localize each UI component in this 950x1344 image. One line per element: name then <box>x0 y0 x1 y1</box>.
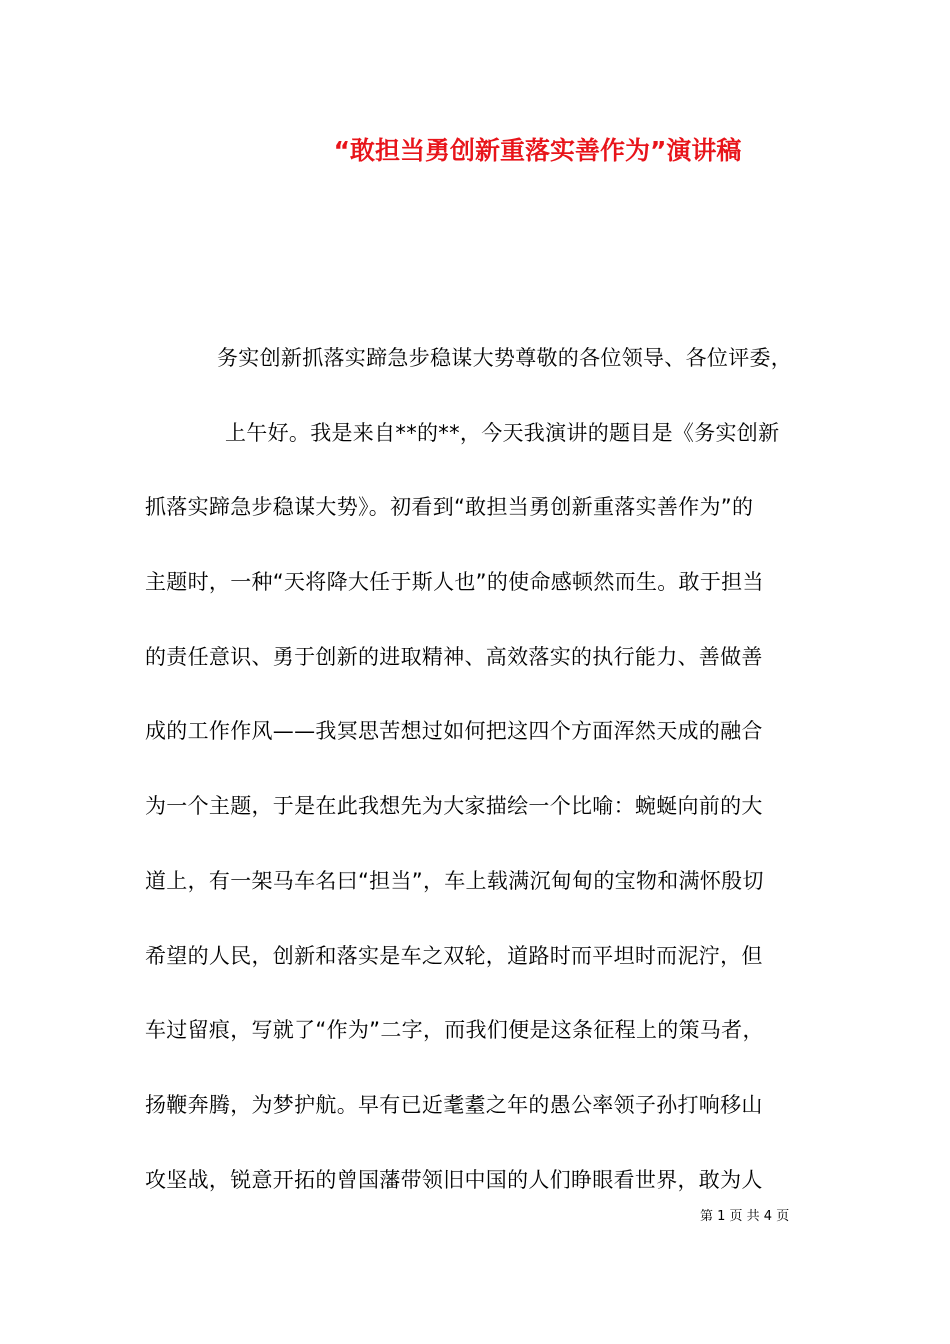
paragraph-line: 道上，有一架马车名曰“担当”，车上载满沉甸甸的宝物和满怀殷切 <box>145 868 764 893</box>
paragraph-line: 车过留痕，写就了“作为”二字，而我们便是这条征程上的策马者， <box>145 1018 764 1043</box>
paragraph-line: 攻坚战，锐意开拓的曾国藩带领旧中国的人们睁眼看世界，敢为人 <box>145 1167 763 1192</box>
paragraph-line: 扬鞭奔腾，为梦护航。早有已近耄耋之年的愚公率领子孙打响移山 <box>145 1092 763 1117</box>
paragraph-line: 主题时，一种“天将降大任于斯人也”的使命感顿然而生。敢于担当 <box>145 570 764 595</box>
paragraph-line: 上午好。我是来自**的**，今天我演讲的题目是《务实创新 <box>225 420 780 445</box>
paragraph-line: 希望的人民，创新和落实是车之双轮，道路时而平坦时而泥泞，但 <box>145 943 763 968</box>
page-footer: 第 1 页 共 4 页 <box>700 1209 790 1224</box>
document-body <box>145 336 815 1232</box>
paragraph-line: 抓落实蹄急步稳谋大势》。初看到“敢担当勇创新重落实善作为”的 <box>145 495 754 520</box>
paragraph-line: 的责任意识、勇于创新的进取精神、高效落实的执行能力、善做善 <box>145 644 763 669</box>
paragraph-line: 为一个主题，于是在此我想先为大家描绘一个比喻：蜿蜒向前的大 <box>145 794 763 819</box>
paragraph-line: 务实创新抓落实蹄急步稳谋大势尊敬的各位领导、各位评委， <box>217 346 793 370</box>
paragraph-line: 成的工作作风——我冥思苦想过如何把这四个方面浑然天成的融合 <box>145 719 763 744</box>
document-title: “敢担当勇创新重落实善作为”演讲稿 <box>333 136 742 165</box>
